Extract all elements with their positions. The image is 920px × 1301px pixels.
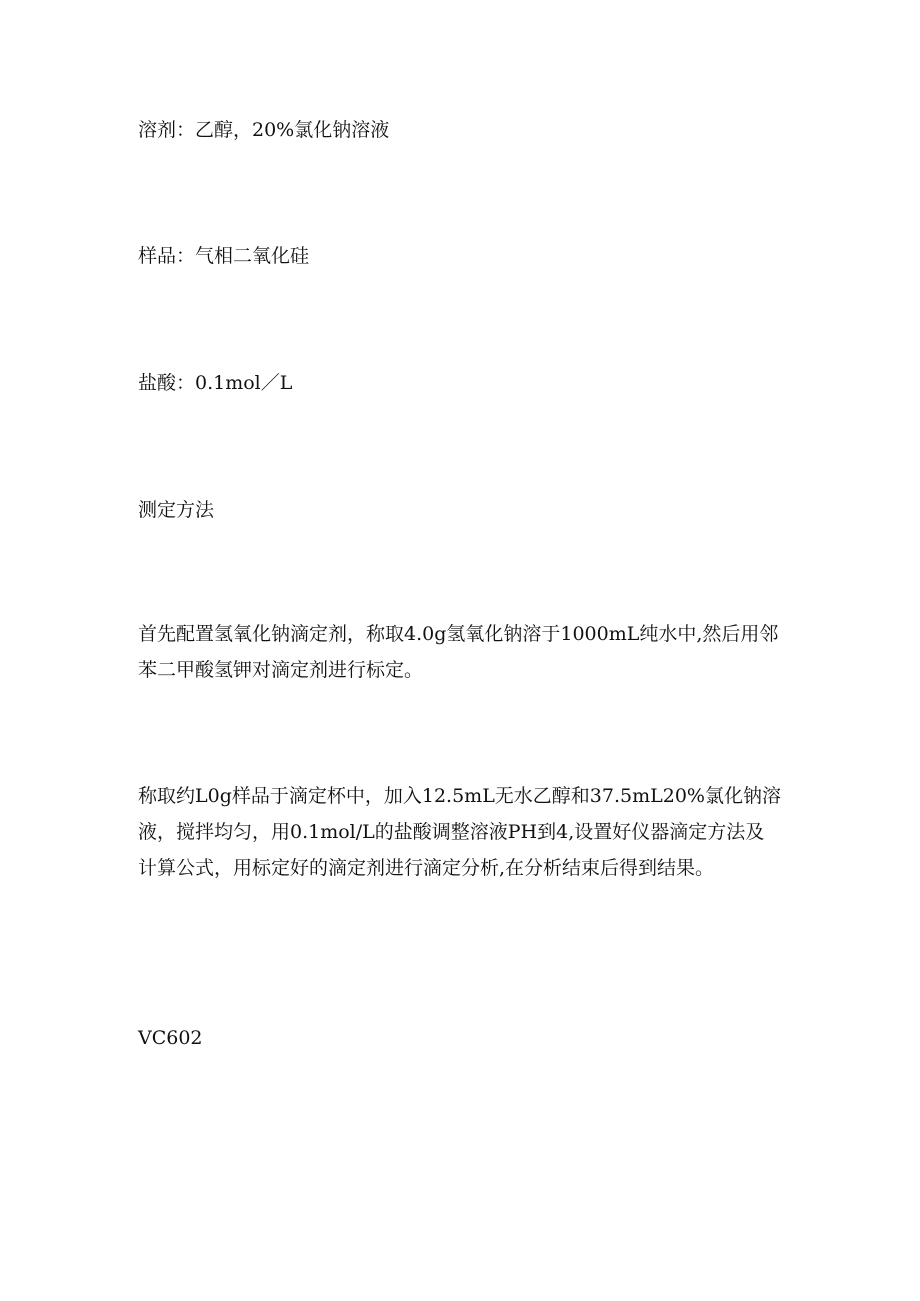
sample-line: 样品：气相二氧化硅 <box>138 245 310 267</box>
model-label: VC602 <box>138 1027 203 1049</box>
section-heading-method: 测定方法 <box>138 499 215 521</box>
method-paragraph-1: 首先配置氢氧化钠滴定剂，称取4.0g氢氧化钠溶于1000mL纯水中,然后用邻苯二甲酸氢钾对滴定剂进行标定。 <box>138 623 779 681</box>
hydrochloric-acid-line: 盐酸：0.1mol／L <box>138 372 293 394</box>
method-paragraph-2: 称取约L0g样品于滴定杯中，加入12.5mL无水乙醇和37.5mL20%氯化钠溶液，搅拌均匀，用0.1mol/L的盐酸调整溶液PH到4,设置好仪器滴定方法及计算公式，用标定好的滴定剂进行滴定分析,在分析结束后得到结果。 <box>138 785 781 879</box>
solvent-line: 溶剂：乙醇，20%氯化钠溶液 <box>138 119 390 141</box>
